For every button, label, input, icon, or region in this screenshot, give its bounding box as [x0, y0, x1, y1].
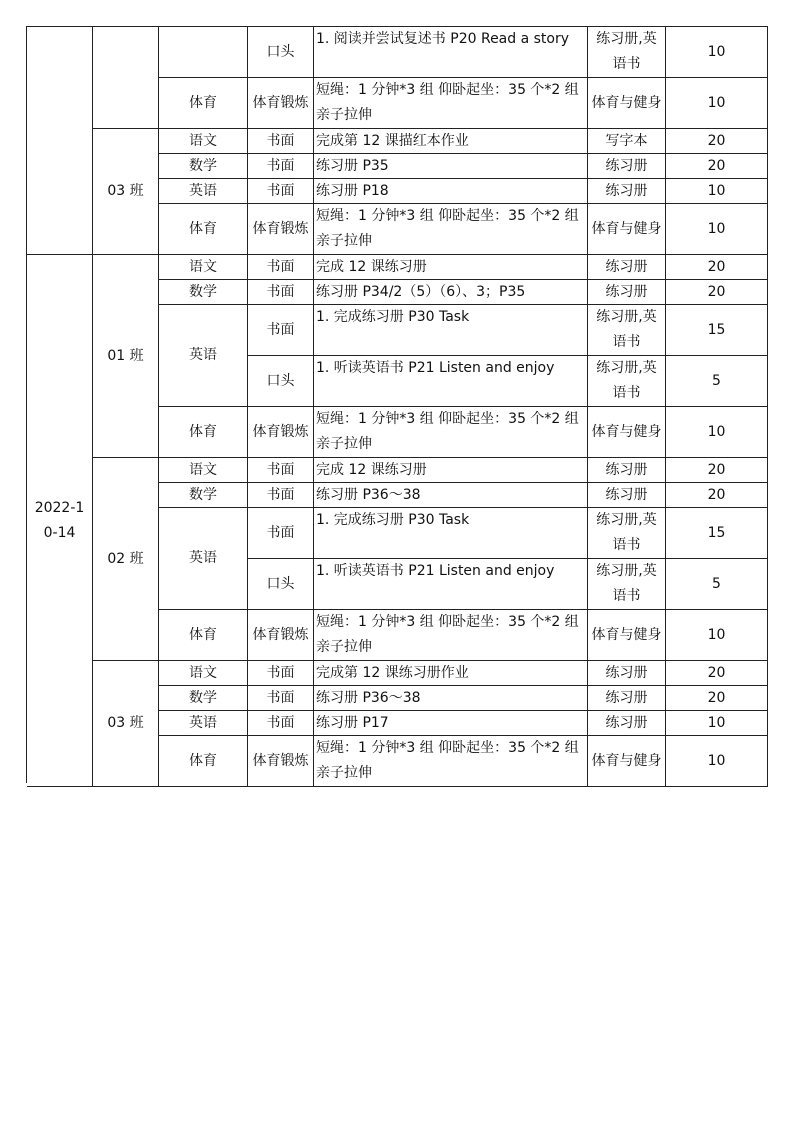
cell-minutes: [666, 154, 768, 179]
cell-subject: [159, 27, 248, 78]
cell-minutes-text: 10: [707, 714, 726, 731]
cell-material-text: 体育与健身: [591, 423, 662, 440]
cell-content: [314, 610, 588, 661]
cell-content-text: 1. 听读英语书 P21 Listen and enjoy: [316, 360, 555, 376]
cell-type: [248, 356, 314, 407]
cell-type: [248, 711, 314, 736]
cell-subject-text: 数学: [189, 486, 217, 503]
cell-content: [314, 305, 588, 356]
cell-material-text: 练习册,英语书: [596, 512, 657, 553]
cell-material: [588, 559, 666, 610]
cell-subject-text: 体育: [189, 423, 217, 440]
cell-class: [93, 27, 159, 129]
cell-subject-text: 英语: [189, 182, 217, 199]
cell-type-text: 书面: [266, 689, 295, 706]
cell-content: [314, 559, 588, 610]
cell-material: [588, 255, 666, 280]
cell-content: [314, 280, 588, 305]
cell-minutes-text: 20: [707, 689, 726, 706]
cell-material-text: 练习册: [605, 664, 648, 681]
cell-subject: [159, 458, 248, 483]
cell-content-text: 完成 12 课练习册: [316, 258, 427, 275]
cell-minutes-text: 10: [707, 423, 726, 440]
cell-content: [314, 179, 588, 204]
cell-material: [588, 736, 666, 787]
cell-type: [248, 661, 314, 686]
cell-subject-text: 数学: [189, 157, 217, 174]
cell-content-text: 练习册 P36～38: [316, 689, 421, 706]
cell-material-text: 练习册: [605, 461, 648, 478]
cell-material-text: 练习册: [605, 157, 648, 174]
cell-material-text: 练习册: [605, 283, 648, 300]
cell-content: [314, 458, 588, 483]
cell-type-text: 书面: [266, 321, 295, 338]
cell-minutes-text: 20: [707, 664, 726, 681]
cell-content-text: 完成第 12 课描红本作业: [316, 132, 469, 149]
cell-minutes: [666, 305, 768, 356]
cell-type-text: 书面: [266, 182, 295, 199]
cell-minutes-text: 15: [707, 321, 726, 338]
cell-type: [248, 255, 314, 280]
cell-type: [248, 458, 314, 483]
cell-subject-text: 英语: [189, 550, 217, 566]
cell-content-text: 练习册 P34/2（5）（6）、3；P35: [316, 283, 526, 300]
cell-material-text: 体育与健身: [591, 94, 662, 111]
cell-type-text: 书面: [266, 664, 295, 681]
cell-type: [248, 179, 314, 204]
cell-type-text: 体育锻炼: [252, 626, 309, 643]
cell-material: [588, 179, 666, 204]
cell-type-text: 书面: [266, 714, 295, 731]
cell-minutes-text: 10: [707, 43, 726, 60]
cell-subject-text: 体育: [189, 220, 217, 237]
cell-content-text: 短绳：1 分钟*3 组 仰卧起坐：35 个*2 组亲子拉伸: [316, 82, 579, 123]
cell-content-text: 短绳：1 分钟*3 组 仰卧起坐：35 个*2 组亲子拉伸: [316, 740, 579, 781]
cell-minutes: [666, 407, 768, 458]
cell-subject: [159, 255, 248, 280]
cell-date: [27, 27, 93, 255]
cell-minutes-text: 10: [707, 182, 726, 199]
cell-minutes-text: 20: [707, 157, 726, 174]
cell-minutes: [666, 610, 768, 661]
cell-subject: [159, 736, 248, 787]
cell-content: [314, 508, 588, 559]
cell-minutes-text: 5: [712, 575, 721, 592]
cell-minutes: [666, 204, 768, 255]
cell-minutes-text: 10: [707, 94, 726, 111]
cell-date-text: 2022-10-14: [34, 499, 85, 541]
cell-minutes-text: 20: [707, 461, 726, 478]
cell-content-text: 1. 完成练习册 P30 Task: [316, 309, 470, 325]
cell-date: [27, 255, 93, 787]
cell-minutes: [666, 27, 768, 78]
cell-type-text: 口头: [266, 43, 295, 60]
cell-minutes: [666, 559, 768, 610]
cell-content: [314, 27, 588, 78]
cell-subject: [159, 204, 248, 255]
cell-material: [588, 508, 666, 559]
cell-content-text: 1. 阅读并尝试复述书 P20 Read a story: [316, 31, 570, 47]
cell-content-text: 练习册 P36～38: [316, 486, 421, 503]
cell-minutes-text: 10: [707, 220, 726, 237]
cell-minutes: [666, 483, 768, 508]
cell-subject: [159, 686, 248, 711]
cell-class-text: 03 班: [107, 183, 144, 199]
cell-type: [248, 204, 314, 255]
cell-material-text: 练习册,英语书: [596, 31, 657, 72]
cell-type-text: 体育锻炼: [252, 423, 309, 440]
cell-subject: [159, 78, 248, 129]
cell-subject: [159, 610, 248, 661]
cell-subject-text: 英语: [189, 347, 217, 363]
cell-content-text: 完成第 12 课练习册作业: [316, 664, 469, 681]
cell-type: [248, 129, 314, 154]
cell-type: [248, 78, 314, 129]
cell-type: [248, 280, 314, 305]
cell-subject: [159, 508, 248, 610]
cell-subject-text: 语文: [189, 664, 217, 681]
cell-class-text: 01 班: [107, 347, 144, 364]
cell-material: [588, 154, 666, 179]
cell-type: [248, 686, 314, 711]
cell-subject-text: 体育: [189, 94, 217, 111]
cell-minutes-text: 5: [712, 372, 721, 389]
cell-material-text: 写字本: [605, 132, 648, 149]
cell-type: [248, 610, 314, 661]
cell-content: [314, 255, 588, 280]
cell-type-text: 书面: [266, 461, 295, 478]
cell-material: [588, 305, 666, 356]
cell-material: [588, 458, 666, 483]
cell-type: [248, 736, 314, 787]
cell-type: [248, 27, 314, 78]
cell-content: [314, 483, 588, 508]
cell-material-text: 体育与健身: [591, 752, 662, 769]
cell-type-text: 体育锻炼: [252, 94, 309, 111]
cell-minutes: [666, 356, 768, 407]
cell-material-text: 体育与健身: [591, 220, 662, 237]
cell-subject: [159, 483, 248, 508]
cell-content: [314, 711, 588, 736]
cell-content: [314, 661, 588, 686]
cell-type-text: 书面: [266, 283, 295, 300]
cell-type: [248, 154, 314, 179]
cell-content-text: 完成 12 课练习册: [316, 461, 427, 478]
cell-minutes: [666, 686, 768, 711]
cell-material: [588, 129, 666, 154]
cell-material: [588, 356, 666, 407]
cell-material: [588, 27, 666, 78]
cell-type: [248, 559, 314, 610]
cell-content: [314, 686, 588, 711]
cell-class: [93, 129, 159, 255]
cell-minutes: [666, 736, 768, 787]
cell-subject-text: 语文: [189, 258, 217, 275]
cell-class: [93, 255, 159, 458]
cell-material: [588, 407, 666, 458]
cell-content: [314, 204, 588, 255]
cell-subject-text: 英语: [189, 714, 217, 731]
cell-subject: [159, 711, 248, 736]
cell-content-text: 短绳：1 分钟*3 组 仰卧起坐：35 个*2 组亲子拉伸: [316, 411, 579, 452]
cell-subject: [159, 179, 248, 204]
cell-subject: [159, 661, 248, 686]
cell-content-text: 短绳：1 分钟*3 组 仰卧起坐：35 个*2 组亲子拉伸: [316, 614, 579, 655]
cell-minutes-text: 20: [707, 283, 726, 300]
cell-material-text: 练习册: [605, 714, 648, 731]
cell-minutes: [666, 78, 768, 129]
cell-subject-text: 数学: [189, 283, 217, 300]
cell-type-text: 书面: [266, 132, 295, 149]
cell-minutes-text: 10: [707, 752, 726, 769]
cell-material: [588, 661, 666, 686]
cell-class: [93, 661, 159, 787]
cell-minutes: [666, 661, 768, 686]
cell-material-text: 练习册: [605, 182, 648, 199]
cell-material-text: 练习册: [605, 689, 648, 706]
cell-type: [248, 407, 314, 458]
cell-content-text: 练习册 P35: [316, 157, 389, 174]
cell-material: [588, 204, 666, 255]
cell-material-text: 练习册: [605, 486, 648, 503]
cell-subject-text: 数学: [189, 689, 217, 706]
cell-minutes-text: 20: [707, 258, 726, 275]
cell-subject-text: 体育: [189, 626, 217, 643]
cell-material-text: 练习册: [605, 258, 648, 275]
cell-subject: [159, 129, 248, 154]
cell-type-text: 书面: [266, 524, 295, 541]
cell-subject: [159, 280, 248, 305]
cell-content-text: 短绳：1 分钟*3 组 仰卧起坐：35 个*2 组亲子拉伸: [316, 208, 579, 249]
cell-content-text: 1. 完成练习册 P30 Task: [316, 512, 470, 528]
cell-subject: [159, 407, 248, 458]
cell-content-text: 1. 听读英语书 P21 Listen and enjoy: [316, 563, 555, 579]
cell-minutes-text: 10: [707, 626, 726, 643]
cell-type-text: 书面: [266, 157, 295, 174]
cell-content-text: 练习册 P17: [316, 714, 389, 731]
cell-content-text: 练习册 P18: [316, 182, 389, 199]
cell-minutes: [666, 179, 768, 204]
cell-content: [314, 736, 588, 787]
cell-type-text: 口头: [266, 372, 295, 389]
cell-type: [248, 305, 314, 356]
cell-material: [588, 686, 666, 711]
cell-subject-text: 语文: [189, 132, 217, 149]
cell-type-text: 书面: [266, 486, 295, 503]
cell-content: [314, 407, 588, 458]
cell-type: [248, 508, 314, 559]
cell-material: [588, 483, 666, 508]
cell-subject-text: 体育: [189, 752, 217, 769]
cell-minutes: [666, 508, 768, 559]
cell-content: [314, 78, 588, 129]
cell-type-text: 口头: [266, 575, 295, 592]
cell-material-text: 体育与健身: [591, 626, 662, 643]
cell-type-text: 体育锻炼: [252, 220, 309, 237]
cell-material: [588, 78, 666, 129]
cell-minutes: [666, 458, 768, 483]
cell-content: [314, 154, 588, 179]
cell-class-text: 02 班: [107, 550, 144, 567]
cell-subject: [159, 305, 248, 407]
cell-material-text: 练习册,英语书: [596, 563, 657, 604]
cell-type-text: 体育锻炼: [252, 752, 309, 769]
cell-minutes: [666, 711, 768, 736]
cell-minutes: [666, 280, 768, 305]
cell-subject-text: 语文: [189, 461, 217, 478]
cell-class: [93, 458, 159, 661]
cell-minutes: [666, 255, 768, 280]
cell-type-text: 书面: [266, 258, 295, 275]
cell-minutes: [666, 129, 768, 154]
cell-minutes-text: 15: [707, 524, 726, 541]
cell-material: [588, 610, 666, 661]
cell-subject: [159, 154, 248, 179]
cell-minutes-text: 20: [707, 132, 726, 149]
cell-material-text: 练习册,英语书: [596, 360, 657, 401]
homework-table: [26, 26, 768, 783]
cell-minutes-text: 20: [707, 486, 726, 503]
cell-type: [248, 483, 314, 508]
cell-class-text: 03 班: [107, 715, 144, 731]
cell-content: [314, 129, 588, 154]
cell-content: [314, 356, 588, 407]
cell-material: [588, 711, 666, 736]
cell-material-text: 练习册,英语书: [596, 309, 657, 350]
cell-material: [588, 280, 666, 305]
